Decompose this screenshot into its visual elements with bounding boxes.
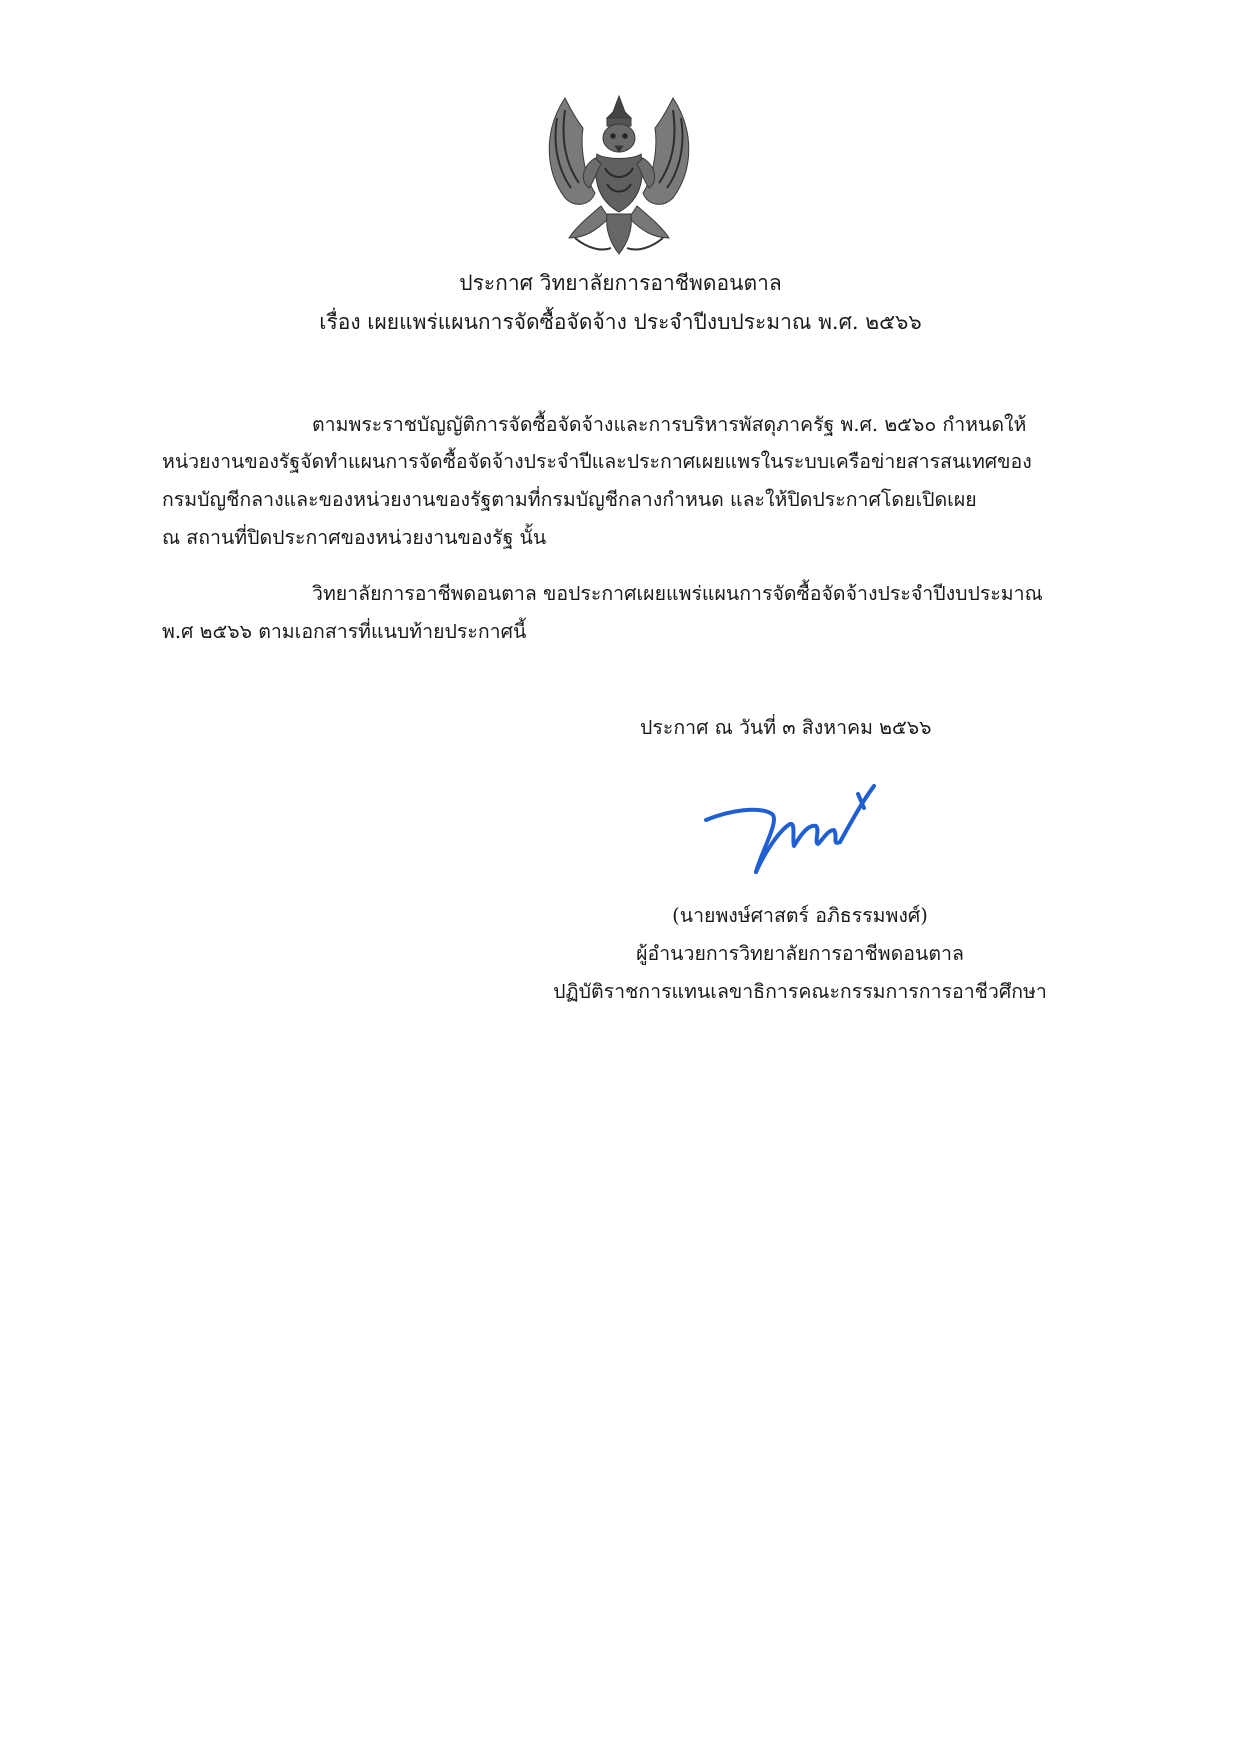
paragraph-line: ตามพระราชบัญญัติการจัดซื้อจัดจ้างและการบริหารพัสดุภาครัฐ พ.ศ. ๒๕๖๐ กำหนดให้: [312, 413, 1027, 436]
signatory-name: (นายพงษ์ศาสตร์ อภิธรรมพงศ์): [672, 904, 928, 927]
announcement-date: ประกาศ ณ วันที่ ๓ สิงหาคม ๒๕๖๖: [640, 716, 932, 739]
garuda-emblem-icon: [535, 88, 703, 260]
announcement-title: ประกาศ วิทยาลัยการอาชีพดอนตาล: [459, 271, 782, 295]
announcement-subject: เรื่อง เผยแพร่แผนการจัดซื้อจัดจ้าง ประจำปีงบประมาณ พ.ศ. ๒๕๖๖: [319, 310, 922, 334]
signature-image: [700, 780, 880, 880]
paragraph-line: กรมบัญชีกลางและของหน่วยงานของรัฐตามที่กรมบัญชีกลางกำหนด และให้ปิดประกาศโดยเปิดเผย: [162, 488, 977, 511]
signatory-title: ผู้อำนวยการวิทยาลัยการอาชีพดอนตาล: [636, 942, 964, 965]
paragraph-line: วิทยาลัยการอาชีพดอนตาล ขอประกาศเผยแพร่แผนการจัดซื้อจัดจ้างประจำปีงบประมาณ: [312, 582, 1043, 605]
paragraph-line: หน่วยงานของรัฐจัดทำแผนการจัดซื้อจัดจ้างประจำปีและประกาศเผยแพรในระบบเครือข่ายสารสนเทศของ: [162, 450, 1032, 473]
signatory-acting-title: ปฏิบัติราชการแทนเลขาธิการคณะกรรมการการอาชีวศึกษา: [553, 980, 1047, 1003]
paragraph-line: พ.ศ ๒๕๖๖ ตามเอกสารที่แนบท้ายประกาศนี้: [162, 620, 527, 643]
paragraph-line: ณ สถานที่ปิดประกาศของหน่วยงานของรัฐ นั้น: [162, 526, 547, 549]
